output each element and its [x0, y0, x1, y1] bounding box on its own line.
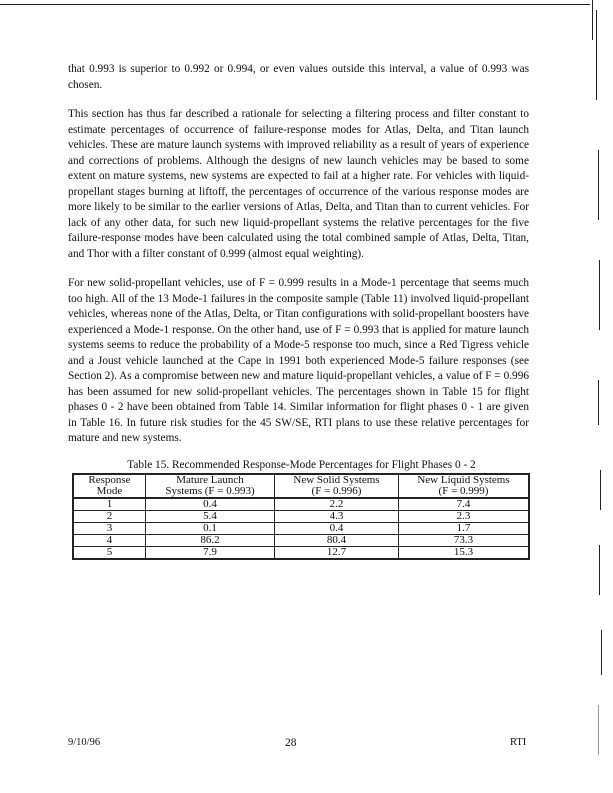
- table-row: [74, 499, 528, 511]
- column-header: New Solid Systems (F = 0.996): [275, 475, 399, 499]
- table-cell: 86.2: [146, 535, 275, 547]
- table-row: [74, 535, 528, 547]
- scan-edge-mark: [598, 380, 599, 425]
- scan-edge-mark: [598, 705, 599, 755]
- table-row: [74, 523, 528, 535]
- scan-edge-mark: [601, 630, 602, 675]
- table-header-row: [74, 475, 528, 499]
- table-cell: 7.4: [399, 499, 528, 511]
- table-cell: 73.3: [399, 535, 528, 547]
- paragraph: This section has thus far described a rationale for selecting a filtering process and filter constant to estimate percentages of occurrence of failure-response modes for Atlas, Delta, and Titan launch vehicles. These are mature launch systems with improved reliability as a result of years of experience and corrections of problems. Although the designs of new launch vehicles may be based to some extent on mature systems, new systems are expected to fail at a higher rate. For vehicles with liquid-propellant stages burning at liftoff, the percentages of occurrence of the various response modes are more likely to be similar to the earlier versions of Atlas, Delta, and Titan than to current vehicles. For lack of any other data, for such new liquid-propellant systems the relative percentages for the five failure-response modes have been calculated using the total combined sample of Atlas, Delta, Titan, and Thor with a filter constant of 0.999 (almost equal weighting).: [68, 108, 529, 260]
- table-cell: 2.2: [275, 499, 399, 511]
- scan-edge-mark: [592, 0, 593, 40]
- column-header: Mature Launch Systems (F = 0.993): [146, 475, 275, 499]
- table-cell: 1: [74, 499, 146, 511]
- table-cell: 2: [74, 511, 146, 523]
- scan-edge-mark: [599, 545, 600, 595]
- scan-edge-mark: [599, 260, 600, 330]
- table-cell: 4.3: [275, 511, 399, 523]
- top-rule: [0, 4, 590, 5]
- page-number: 28: [285, 737, 297, 749]
- body-text: [68, 62, 529, 560]
- response-mode-table: [72, 473, 530, 560]
- table-cell: 3: [74, 523, 146, 535]
- table-caption: Table 15. Recommended Response-Mode Percentages for Flight Phases 0 - 2: [127, 458, 476, 471]
- table-cell: 7.9: [146, 547, 275, 558]
- footer-date: 9/10/96: [68, 737, 101, 748]
- scan-edge-mark: [598, 150, 599, 220]
- table-cell: 0.1: [146, 523, 275, 535]
- table-cell: 4: [74, 535, 146, 547]
- table-cell: 5: [74, 547, 146, 558]
- column-header: Response Mode: [74, 475, 146, 499]
- table-row: [74, 547, 528, 558]
- scan-edge-mark: [596, 10, 597, 100]
- table-cell: 5.4: [146, 511, 275, 523]
- table-cell: 0.4: [146, 499, 275, 511]
- scan-edge-mark: [600, 470, 601, 510]
- table-cell: 1.7: [399, 523, 528, 535]
- paragraph: For new solid-propellant vehicles, use of F = 0.999 results in a Mode-1 percentage that seems much too high. All of the 13 Mode-1 failures in the composite sample (Table 11) involved liquid-propellant vehicles, whereas none of the Atlas, Delta, or Titan configurations with solid-propellant boosters have experienced a Mode-1 response. On the other hand, use of F = 0.993 that is applied for mature launch systems seems to reduce the probability of a Mode-5 response too much, since a Red Tigress vehicle and a Joust vehicle launched at the Cape in 1991 both experienced Mode-5 failure responses (see Section 2). As a compromise between new and mature liquid-propellant vehicles, a value of F = 0.996 has been assumed for new solid-propellant vehicles. The percentages shown in Table 15 for flight phases 0 - 2 have been obtained from Table 14. Similar information for flight phases 0 - 1 are given in Table 16. In future risk studies for the 45 SW/SE, RTI plans to use these relative percentages for mature and new systems.: [68, 277, 529, 444]
- table-cell: 12.7: [275, 547, 399, 558]
- table-cell: 2.3: [399, 511, 528, 523]
- table-cell: 80.4: [275, 535, 399, 547]
- table-row: [74, 511, 528, 523]
- table-cell: 0.4: [275, 523, 399, 535]
- column-header: New Liquid Systems (F = 0.999): [399, 475, 528, 499]
- paragraph: that 0.993 is superior to 0.992 or 0.994, or even values outside this interval, a value of 0.993 was chosen.: [68, 63, 529, 91]
- footer-organization: RTI: [510, 737, 527, 748]
- table-cell: 15.3: [453, 545, 474, 558]
